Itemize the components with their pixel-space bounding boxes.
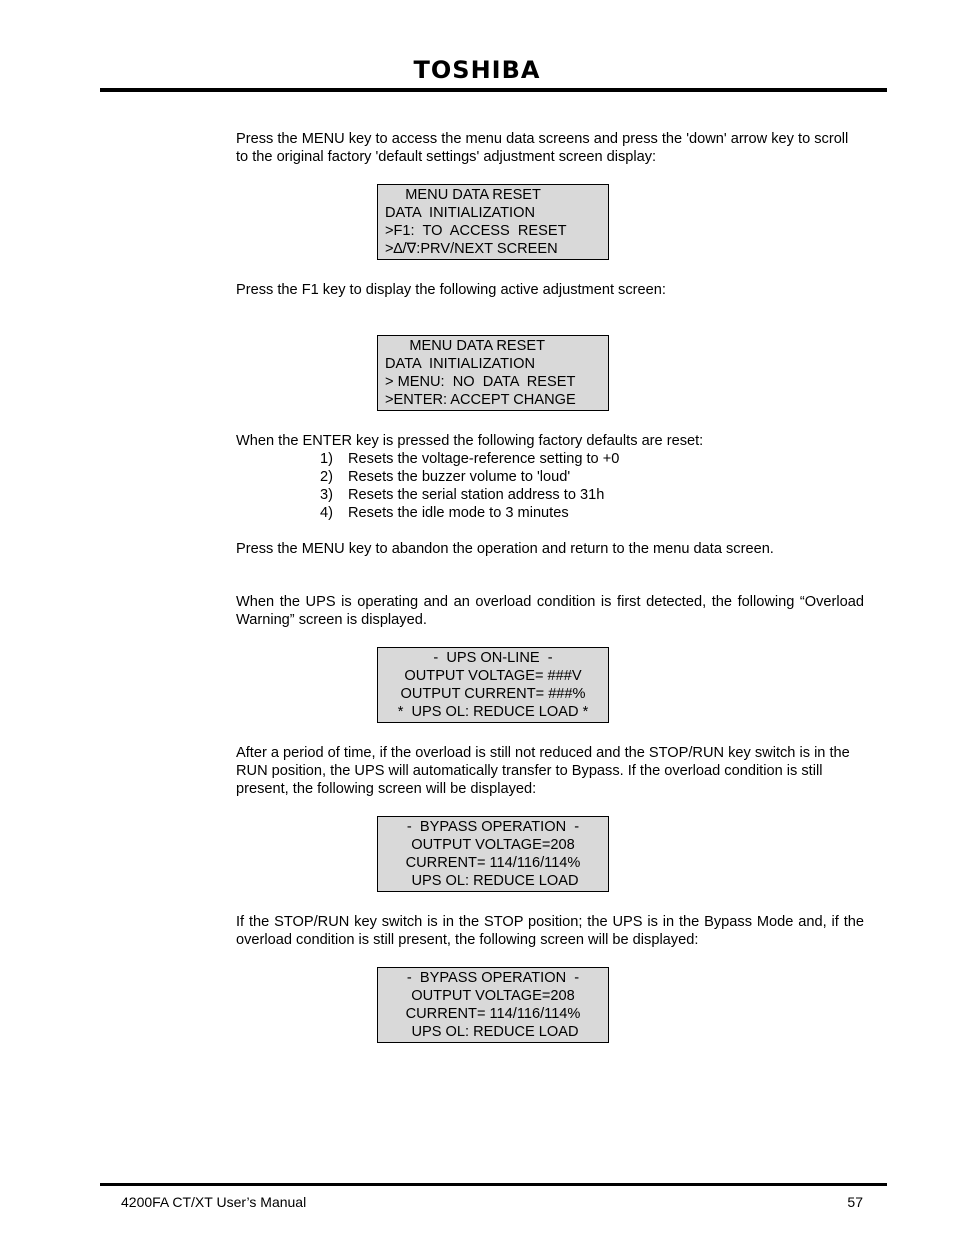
toshiba-logo: TOSHIBA (413, 56, 541, 84)
lcd-line: DATA INITIALIZATION (385, 356, 536, 372)
lcd-menu-data-reset-screen (377, 184, 609, 260)
footer-rule (100, 1183, 887, 1186)
lcd-line: CURRENT= 114/116/114% (405, 1006, 581, 1022)
menu-abandon-paragraph: Press the MENU key to abandon the operation and return to the menu data screen. (236, 541, 774, 557)
header-rule (100, 88, 887, 92)
reset-defaults-list (320, 450, 619, 522)
lcd-line: DATA INITIALIZATION (385, 205, 536, 221)
lcd-active-adjustment-screen (377, 335, 609, 411)
lcd-line: >∆/∇:PRV/NEXT SCREEN (385, 241, 558, 257)
lcd-line: MENU DATA RESET (385, 338, 546, 354)
bypass-transfer-paragraph: After a period of time, if the overload is still not reduced and the STOP/RUN key switch is in the RUN position, the UPS will automatically transfer to Bypass. If the overload condition is still present, the following screen will be displayed: (236, 745, 850, 797)
lcd-line: - BYPASS OPERATION - (406, 819, 580, 835)
list-item: 2) Resets the buzzer volume to 'loud' (320, 469, 571, 485)
page-number: 57 (847, 1194, 863, 1210)
lcd-bypass-operation-screen-stop (377, 967, 609, 1043)
enter-paragraph: When the ENTER key is pressed the following factory defaults are reset: (236, 433, 704, 449)
list-item: 3) Resets the serial station address to 31h (320, 487, 605, 503)
lcd-line: * UPS OL: REDUCE LOAD * (397, 704, 589, 720)
f1-paragraph: Press the F1 key to display the following active adjustment screen: (236, 282, 666, 298)
list-item: 4) Resets the idle mode to 3 minutes (320, 505, 569, 521)
lcd-bypass-operation-screen-run (377, 816, 609, 892)
lcd-line: OUTPUT VOLTAGE=208 (411, 988, 575, 1004)
lcd-line: OUTPUT VOLTAGE= ###V (404, 668, 582, 684)
lcd-line: >ENTER: ACCEPT CHANGE (385, 392, 576, 408)
overload-warning-paragraph: When the UPS is operating and an overload condition is first detected, the following “Overload Warning” screen is displayed. (236, 594, 864, 628)
lcd-line: - BYPASS OPERATION - (406, 970, 580, 986)
lcd-line: >F1: TO ACCESS RESET (385, 223, 567, 239)
lcd-line: - UPS ON-LINE - (433, 650, 553, 666)
lcd-line: UPS OL: REDUCE LOAD (407, 873, 579, 889)
lcd-line: CURRENT= 114/116/114% (405, 855, 581, 871)
stop-position-paragraph: If the STOP/RUN key switch is in the STOP position; the UPS is in the Bypass Mode and, if the overload condition is still present, the following screen will be displayed: (236, 914, 864, 948)
lcd-line: > MENU: NO DATA RESET (385, 374, 576, 390)
lcd-line: OUTPUT VOLTAGE=208 (411, 837, 575, 853)
footer-manual-title: 4200FA CT/XT User’s Manual (121, 1194, 307, 1210)
lcd-line: UPS OL: REDUCE LOAD (407, 1024, 579, 1040)
lcd-line: MENU DATA RESET (385, 187, 541, 203)
list-item: 1) Resets the voltage-reference setting to +0 (320, 451, 620, 467)
lcd-overload-warning-screen (377, 647, 609, 723)
lcd-line: OUTPUT CURRENT= ###% (400, 686, 586, 702)
intro-paragraph: Press the MENU key to access the menu data screens and press the 'down' arrow key to scroll to the original factory 'default settings' adjustment screen display: (236, 131, 849, 165)
